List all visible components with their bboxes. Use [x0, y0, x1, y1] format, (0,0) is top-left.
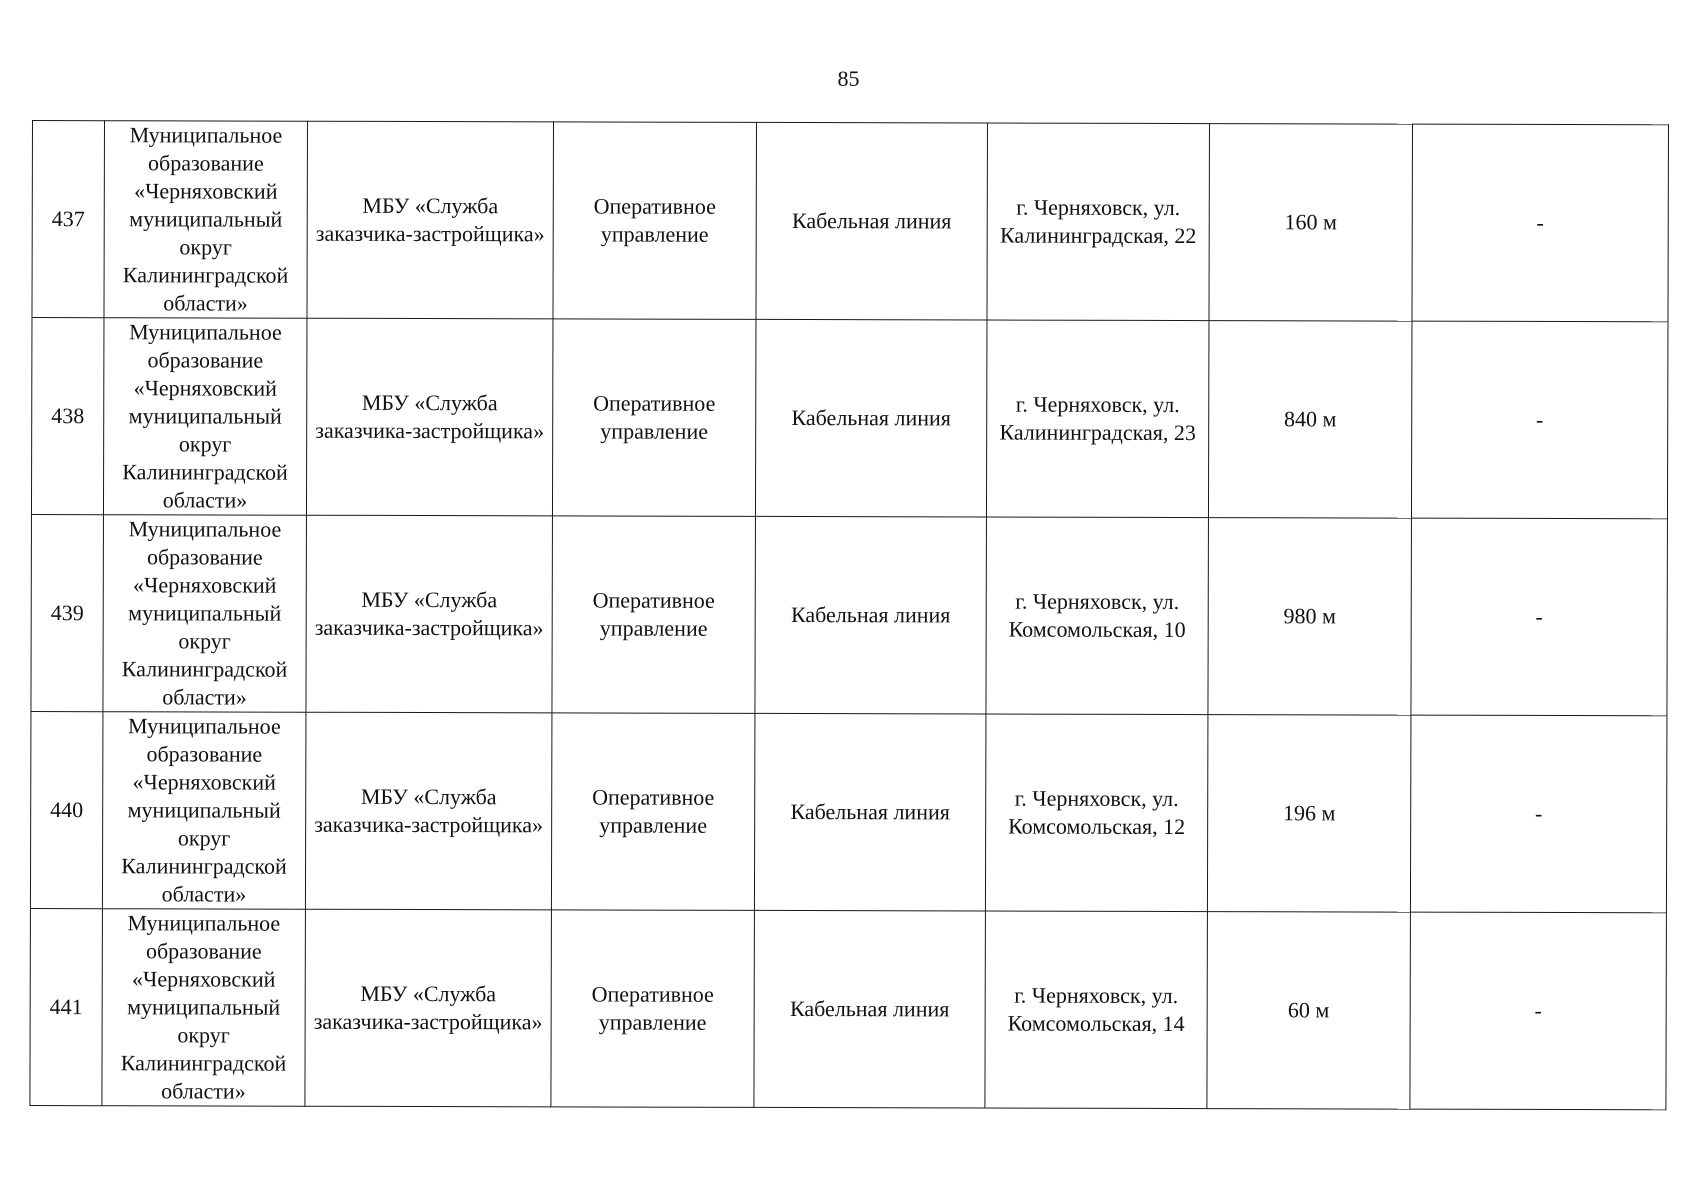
right-type-cell: Оперативное управление [551, 713, 755, 911]
note-cell: - [1410, 912, 1667, 1110]
object-name-cell: Кабельная линия [754, 713, 986, 911]
address-cell: г. Черняховск, ул. Комсомольская, 10 [986, 517, 1209, 715]
right-type-cell: Оперативное управление [552, 516, 756, 714]
table-row [32, 121, 1669, 322]
note-cell: - [1411, 518, 1668, 716]
address-cell: г. Черняховск, ул. Комсомольская, 14 [985, 911, 1208, 1109]
holder-cell: МБУ «Служба заказчика-застройщика» [305, 712, 552, 910]
owner-cell: Муниципальное образование «Черняховский муниципальный округ Калининградской области» [104, 121, 308, 319]
row-number-cell: 438 [31, 318, 104, 515]
length-cell: 60 м [1207, 912, 1411, 1110]
object-name-cell: Кабельная линия [754, 910, 986, 1108]
owner-cell: Муниципальное образование «Черняховский муниципальный округ Калининградской области» [103, 318, 307, 516]
holder-cell: МБУ «Служба заказчика-застройщика» [306, 318, 553, 516]
row-number-cell: 440 [30, 711, 103, 908]
row-number-cell: 437 [32, 121, 105, 318]
table-row [30, 908, 1667, 1109]
length-cell: 980 м [1208, 518, 1412, 716]
page-number: 85 [837, 66, 860, 91]
holder-cell: МБУ «Служба заказчика-застройщика» [306, 515, 553, 713]
row-number-cell: 441 [30, 908, 103, 1105]
object-name-cell: Кабельная линия [755, 516, 987, 714]
note-cell: - [1410, 715, 1667, 913]
note-cell: - [1411, 321, 1668, 519]
right-type-cell: Оперативное управление [551, 910, 755, 1108]
row-number-cell: 439 [31, 514, 104, 711]
address-cell: г. Черняховск, ул. Калининградская, 22 [987, 123, 1210, 321]
owner-cell: Муниципальное образование «Черняховский муниципальный округ Калининградской области» [102, 909, 306, 1107]
address-cell: г. Черняховск, ул. Комсомольская, 12 [985, 714, 1208, 912]
table-row [30, 711, 1667, 912]
holder-cell: МБУ «Служба заказчика-застройщика» [305, 909, 552, 1107]
length-cell: 196 м [1207, 715, 1411, 913]
length-cell: 840 м [1208, 321, 1412, 519]
registry-table [29, 120, 1669, 1110]
address-cell: г. Черняховск, ул. Калининградская, 23 [986, 320, 1209, 518]
owner-cell: Муниципальное образование «Черняховский муниципальный округ Калининградской области» [102, 712, 306, 910]
holder-cell: МБУ «Служба заказчика-застройщика» [307, 121, 554, 319]
object-name-cell: Кабельная линия [755, 319, 987, 517]
object-name-cell: Кабельная линия [756, 122, 988, 320]
table-row [31, 318, 1668, 519]
right-type-cell: Оперативное управление [553, 122, 757, 320]
owner-cell: Муниципальное образование «Черняховский муниципальный округ Калининградской области» [103, 515, 307, 713]
note-cell: - [1412, 124, 1669, 322]
length-cell: 160 м [1209, 124, 1413, 322]
table-row [31, 514, 1668, 715]
right-type-cell: Оперативное управление [552, 319, 756, 517]
